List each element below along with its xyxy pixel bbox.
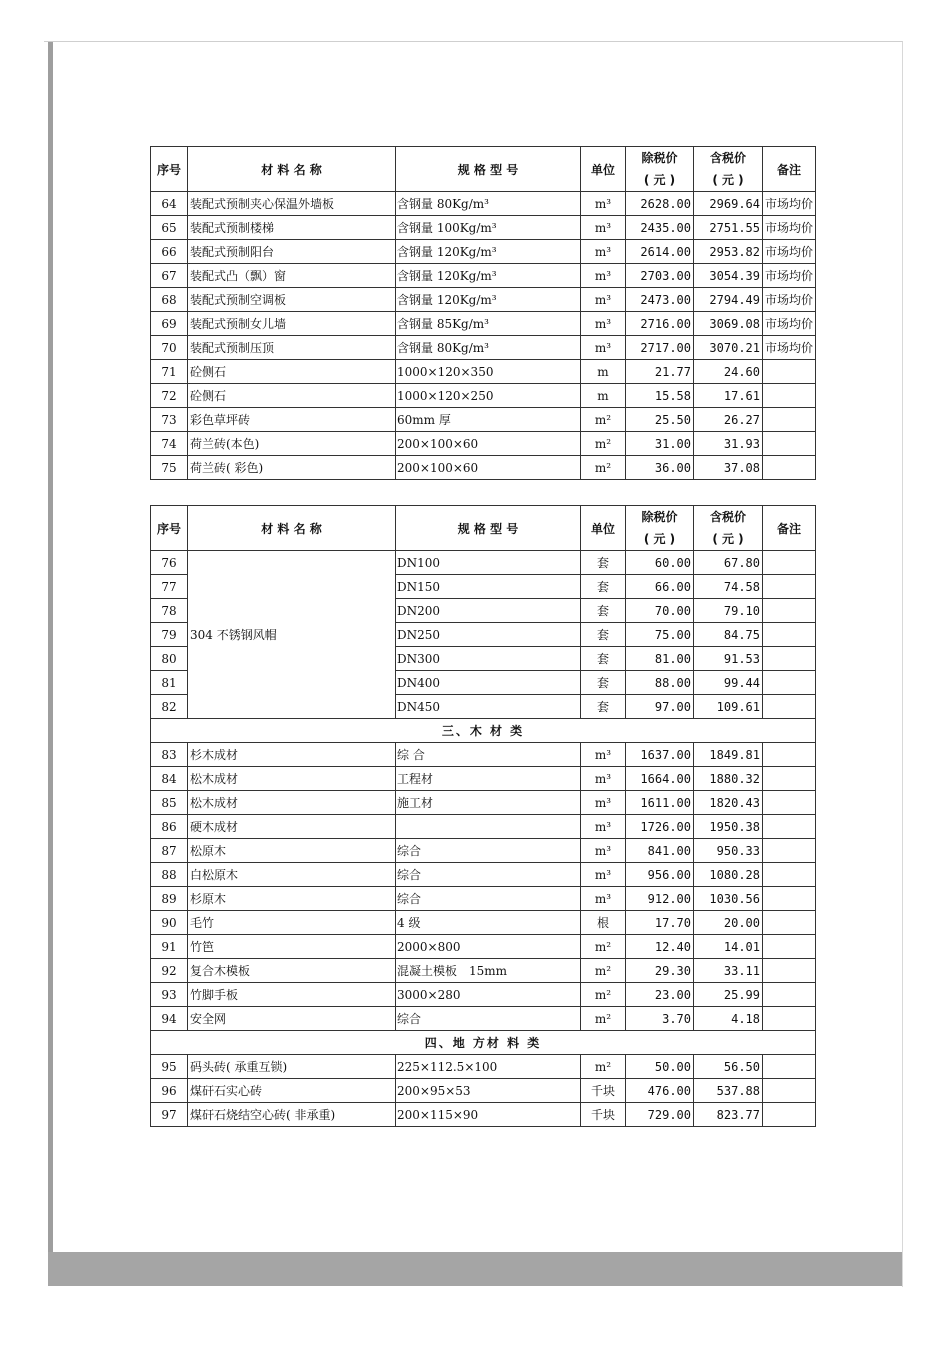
price-inc-tax: 26.27 (694, 408, 763, 432)
price-inc-tax: 823.77 (694, 1103, 763, 1127)
spec-model: 含钢量 120Kg/m³ (396, 288, 581, 312)
row-number: 88 (151, 863, 188, 887)
price-ex-tax: 1726.00 (626, 815, 694, 839)
price-inc-tax: 3069.08 (694, 312, 763, 336)
unit: 千块 (581, 1079, 626, 1103)
price-inc-tax: 3070.21 (694, 336, 763, 360)
header-unit: 单位 (581, 506, 626, 551)
material-name: 码头砖( 承重互锁) (188, 1055, 396, 1079)
table-row (151, 935, 816, 959)
header-price-inc-tax (694, 147, 763, 192)
spec-model: 200×115×90 (396, 1103, 581, 1127)
material-name: 荷兰砖(本色) (188, 432, 396, 456)
unit: m² (581, 935, 626, 959)
row-number: 84 (151, 767, 188, 791)
note (763, 432, 816, 456)
spec-model: 2000×800 (396, 935, 581, 959)
table-row (151, 959, 816, 983)
price-ex-tax: 75.00 (626, 623, 694, 647)
spec-model: 综合 (396, 887, 581, 911)
note (763, 1007, 816, 1031)
price-ex-tax: 12.40 (626, 935, 694, 959)
material-name: 硬木成材 (188, 815, 396, 839)
row-number: 83 (151, 743, 188, 767)
material-name: 装配式预制楼梯 (188, 216, 396, 240)
price-inc-tax: 25.99 (694, 983, 763, 1007)
header-no: 序号 (151, 147, 188, 192)
note (763, 767, 816, 791)
price-inc-tax: 2953.82 (694, 240, 763, 264)
material-name: 荷兰砖( 彩色) (188, 456, 396, 480)
material-name: 杉木成材 (188, 743, 396, 767)
table-row (151, 1079, 816, 1103)
spec-model: 含钢量 120Kg/m³ (396, 264, 581, 288)
row-number: 89 (151, 887, 188, 911)
price-inc-tax: 31.93 (694, 432, 763, 456)
price-ex-tax: 81.00 (626, 647, 694, 671)
price-ex-tax: 17.70 (626, 911, 694, 935)
table-row (151, 551, 816, 575)
note (763, 671, 816, 695)
note (763, 863, 816, 887)
unit: 套 (581, 575, 626, 599)
price-ex-tax: 476.00 (626, 1079, 694, 1103)
section-header-row (151, 1031, 816, 1055)
price-inc-tax: 1950.38 (694, 815, 763, 839)
spec-model: 综合 (396, 863, 581, 887)
material-name: 杉原木 (188, 887, 396, 911)
row-number: 87 (151, 839, 188, 863)
spec-model: 混凝土模板 15mm (396, 959, 581, 983)
row-number: 76 (151, 551, 188, 575)
table-row (151, 216, 816, 240)
material-name: 彩色草坪砖 (188, 408, 396, 432)
row-number: 86 (151, 815, 188, 839)
price-inc-tax: 3054.39 (694, 264, 763, 288)
table-row (151, 983, 816, 1007)
table-row (151, 1055, 816, 1079)
table-row (151, 432, 816, 456)
spec-model: 综 合 (396, 743, 581, 767)
spec-model: 含钢量 100Kg/m³ (396, 216, 581, 240)
table-row (151, 456, 816, 480)
spec-model: 200×95×53 (396, 1079, 581, 1103)
table-row (151, 288, 816, 312)
material-name: 装配式预制空调板 (188, 288, 396, 312)
note (763, 887, 816, 911)
material-name: 竹脚手板 (188, 983, 396, 1007)
spec-model: 含钢量 80Kg/m³ (396, 192, 581, 216)
unit: m³ (581, 312, 626, 336)
table-row (151, 312, 816, 336)
material-name: 煤矸石烧结空心砖( 非承重) (188, 1103, 396, 1127)
note (763, 911, 816, 935)
spec-model: DN200 (396, 599, 581, 623)
price-inc-tax: 109.61 (694, 695, 763, 719)
note (763, 456, 816, 480)
material-price-table-2 (150, 505, 816, 1127)
table-header-row (151, 147, 816, 192)
material-name: 装配式凸（飘）窗 (188, 264, 396, 288)
price-ex-tax: 21.77 (626, 360, 694, 384)
row-number: 67 (151, 264, 188, 288)
spec-model: DN400 (396, 671, 581, 695)
material-name: 竹笆 (188, 935, 396, 959)
price-inc-tax: 33.11 (694, 959, 763, 983)
material-name: 复合木模板 (188, 959, 396, 983)
note (763, 815, 816, 839)
header-price-inc-tax (694, 506, 763, 551)
row-number: 69 (151, 312, 188, 336)
spec-model: 1000×120×250 (396, 384, 581, 408)
price-ex-tax: 956.00 (626, 863, 694, 887)
note: 市场均价 (763, 216, 816, 240)
note (763, 647, 816, 671)
material-name-merged: 304 不锈钢风帽 (188, 551, 396, 719)
price-ex-tax: 1637.00 (626, 743, 694, 767)
unit: m (581, 360, 626, 384)
unit: m³ (581, 264, 626, 288)
price-ex-tax: 60.00 (626, 551, 694, 575)
header-price-ex-line1: 除税价 (641, 151, 678, 165)
spec-model: 含钢量 85Kg/m³ (396, 312, 581, 336)
unit: m² (581, 983, 626, 1007)
price-inc-tax: 91.53 (694, 647, 763, 671)
header-note: 备注 (763, 506, 816, 551)
unit: m³ (581, 887, 626, 911)
page-left-edge (48, 42, 53, 1286)
note: 市场均价 (763, 264, 816, 288)
price-ex-tax: 912.00 (626, 887, 694, 911)
spec-model: 工程材 (396, 767, 581, 791)
unit: m² (581, 456, 626, 480)
price-inc-tax: 84.75 (694, 623, 763, 647)
header-no: 序号 (151, 506, 188, 551)
row-number: 92 (151, 959, 188, 983)
price-inc-tax: 1030.56 (694, 887, 763, 911)
unit: 套 (581, 623, 626, 647)
row-number: 64 (151, 192, 188, 216)
price-ex-tax: 3.70 (626, 1007, 694, 1031)
note (763, 1079, 816, 1103)
material-name: 装配式预制女儿墙 (188, 312, 396, 336)
material-name: 安全网 (188, 1007, 396, 1031)
unit: m² (581, 408, 626, 432)
material-name: 装配式预制压顶 (188, 336, 396, 360)
header-price-inc-line1: 含税价 (709, 151, 746, 165)
price-ex-tax: 2473.00 (626, 288, 694, 312)
spec-model: 含钢量 80Kg/m³ (396, 336, 581, 360)
price-inc-tax: 99.44 (694, 671, 763, 695)
table-row (151, 384, 816, 408)
note (763, 408, 816, 432)
row-number: 74 (151, 432, 188, 456)
section-title: 四、地 方材 料 类 (151, 1031, 816, 1055)
header-price-inc-line1: 含税价 (709, 510, 746, 524)
row-number: 81 (151, 671, 188, 695)
price-inc-tax: 537.88 (694, 1079, 763, 1103)
row-number: 91 (151, 935, 188, 959)
spec-model: 225×112.5×100 (396, 1055, 581, 1079)
note (763, 599, 816, 623)
price-inc-tax: 950.33 (694, 839, 763, 863)
unit: m² (581, 1007, 626, 1031)
note (763, 551, 816, 575)
note (763, 1103, 816, 1127)
row-number: 93 (151, 983, 188, 1007)
spec-model (396, 815, 581, 839)
unit: m³ (581, 767, 626, 791)
note (763, 959, 816, 983)
unit: m² (581, 1055, 626, 1079)
unit: m³ (581, 791, 626, 815)
spec-model: 含钢量 120Kg/m³ (396, 240, 581, 264)
price-ex-tax: 31.00 (626, 432, 694, 456)
spec-model: DN100 (396, 551, 581, 575)
spec-model: DN300 (396, 647, 581, 671)
unit: 千块 (581, 1103, 626, 1127)
unit: m² (581, 959, 626, 983)
section-header-row (151, 719, 816, 743)
price-inc-tax: 1880.32 (694, 767, 763, 791)
row-number: 85 (151, 791, 188, 815)
header-price-ex-line2: ( 元 ) (643, 173, 676, 187)
header-price-ex-tax (626, 506, 694, 551)
row-number: 95 (151, 1055, 188, 1079)
row-number: 78 (151, 599, 188, 623)
price-inc-tax: 4.18 (694, 1007, 763, 1031)
price-ex-tax: 15.58 (626, 384, 694, 408)
header-unit: 单位 (581, 147, 626, 192)
row-number: 79 (151, 623, 188, 647)
spec-model: 60mm 厚 (396, 408, 581, 432)
unit: 套 (581, 599, 626, 623)
price-ex-tax: 23.00 (626, 983, 694, 1007)
material-name: 装配式预制夹心保温外墙板 (188, 192, 396, 216)
spec-model: DN450 (396, 695, 581, 719)
table-row (151, 839, 816, 863)
row-number: 77 (151, 575, 188, 599)
table-row (151, 863, 816, 887)
header-price-inc-line2: ( 元 ) (712, 173, 744, 187)
note: 市场均价 (763, 240, 816, 264)
material-name: 松原木 (188, 839, 396, 863)
row-number: 90 (151, 911, 188, 935)
spec-model: 200×100×60 (396, 456, 581, 480)
row-number: 71 (151, 360, 188, 384)
row-number: 80 (151, 647, 188, 671)
price-ex-tax: 70.00 (626, 599, 694, 623)
spec-model: 3000×280 (396, 983, 581, 1007)
table-row (151, 360, 816, 384)
table-header-row (151, 506, 816, 551)
spec-model: 施工材 (396, 791, 581, 815)
material-name: 毛竹 (188, 911, 396, 935)
note (763, 575, 816, 599)
row-number: 97 (151, 1103, 188, 1127)
unit: m³ (581, 216, 626, 240)
row-number: 94 (151, 1007, 188, 1031)
price-inc-tax: 14.01 (694, 935, 763, 959)
price-ex-tax: 97.00 (626, 695, 694, 719)
spec-model: DN250 (396, 623, 581, 647)
price-ex-tax: 36.00 (626, 456, 694, 480)
note (763, 360, 816, 384)
material-name: 装配式预制阳台 (188, 240, 396, 264)
material-name: 砼侧石 (188, 360, 396, 384)
material-name: 白松原木 (188, 863, 396, 887)
page-bottom-band (48, 1252, 902, 1286)
price-inc-tax: 17.61 (694, 384, 763, 408)
price-inc-tax: 56.50 (694, 1055, 763, 1079)
note (763, 839, 816, 863)
unit: 套 (581, 671, 626, 695)
price-inc-tax: 1849.81 (694, 743, 763, 767)
row-number: 73 (151, 408, 188, 432)
note (763, 695, 816, 719)
spec-model: DN150 (396, 575, 581, 599)
price-ex-tax: 2717.00 (626, 336, 694, 360)
table-row (151, 743, 816, 767)
unit: 套 (581, 551, 626, 575)
row-number: 96 (151, 1079, 188, 1103)
unit: 套 (581, 647, 626, 671)
header-spec: 规 格 型 号 (396, 147, 581, 192)
row-number: 82 (151, 695, 188, 719)
note: 市场均价 (763, 336, 816, 360)
row-number: 72 (151, 384, 188, 408)
price-ex-tax: 2703.00 (626, 264, 694, 288)
note (763, 935, 816, 959)
header-name: 材 料 名 称 (188, 506, 396, 551)
header-price-ex-line2: ( 元 ) (643, 532, 676, 546)
table-row (151, 264, 816, 288)
header-name: 材 料 名 称 (188, 147, 396, 192)
price-ex-tax: 2435.00 (626, 216, 694, 240)
spec-model: 综合 (396, 839, 581, 863)
note (763, 983, 816, 1007)
price-ex-tax: 88.00 (626, 671, 694, 695)
row-number: 70 (151, 336, 188, 360)
note: 市场均价 (763, 312, 816, 336)
header-note: 备注 (763, 147, 816, 192)
unit: m³ (581, 743, 626, 767)
price-ex-tax: 2628.00 (626, 192, 694, 216)
note: 市场均价 (763, 192, 816, 216)
price-inc-tax: 1080.28 (694, 863, 763, 887)
spec-model: 4 级 (396, 911, 581, 935)
note (763, 623, 816, 647)
price-ex-tax: 729.00 (626, 1103, 694, 1127)
row-number: 65 (151, 216, 188, 240)
note (763, 743, 816, 767)
unit: m³ (581, 815, 626, 839)
row-number: 66 (151, 240, 188, 264)
price-inc-tax: 20.00 (694, 911, 763, 935)
unit: m³ (581, 288, 626, 312)
unit: 根 (581, 911, 626, 935)
header-price-ex-tax (626, 147, 694, 192)
unit: m³ (581, 863, 626, 887)
price-ex-tax: 2614.00 (626, 240, 694, 264)
table-row (151, 815, 816, 839)
material-name: 煤矸石实心砖 (188, 1079, 396, 1103)
table-row (151, 240, 816, 264)
spec-model: 1000×120×350 (396, 360, 581, 384)
price-inc-tax: 2751.55 (694, 216, 763, 240)
price-inc-tax: 2969.64 (694, 192, 763, 216)
section-title: 三、木 材 类 (151, 719, 816, 743)
material-price-table-1 (150, 146, 816, 480)
price-ex-tax: 66.00 (626, 575, 694, 599)
unit: m³ (581, 240, 626, 264)
note (763, 384, 816, 408)
table-row (151, 336, 816, 360)
note: 市场均价 (763, 288, 816, 312)
note (763, 1055, 816, 1079)
price-ex-tax: 29.30 (626, 959, 694, 983)
table-row (151, 1007, 816, 1031)
price-inc-tax: 79.10 (694, 599, 763, 623)
material-name: 砼侧石 (188, 384, 396, 408)
price-ex-tax: 25.50 (626, 408, 694, 432)
note (763, 791, 816, 815)
price-ex-tax: 50.00 (626, 1055, 694, 1079)
unit: m³ (581, 192, 626, 216)
price-inc-tax: 24.60 (694, 360, 763, 384)
row-number: 75 (151, 456, 188, 480)
material-name: 松木成材 (188, 767, 396, 791)
price-inc-tax: 2794.49 (694, 288, 763, 312)
unit: m³ (581, 336, 626, 360)
price-inc-tax: 37.08 (694, 456, 763, 480)
price-inc-tax: 1820.43 (694, 791, 763, 815)
table-row (151, 767, 816, 791)
unit: m (581, 384, 626, 408)
spec-model: 200×100×60 (396, 432, 581, 456)
material-name: 松木成材 (188, 791, 396, 815)
price-ex-tax: 1611.00 (626, 791, 694, 815)
table-row (151, 911, 816, 935)
row-number: 68 (151, 288, 188, 312)
price-ex-tax: 841.00 (626, 839, 694, 863)
unit: m³ (581, 839, 626, 863)
unit: 套 (581, 695, 626, 719)
spec-model: 综合 (396, 1007, 581, 1031)
table-row (151, 408, 816, 432)
price-ex-tax: 2716.00 (626, 312, 694, 336)
unit: m² (581, 432, 626, 456)
table-row (151, 791, 816, 815)
table-row (151, 1103, 816, 1127)
table-row (151, 192, 816, 216)
table-row (151, 887, 816, 911)
header-price-ex-line1: 除税价 (641, 510, 678, 524)
header-price-inc-line2: ( 元 ) (712, 532, 744, 546)
price-ex-tax: 1664.00 (626, 767, 694, 791)
price-inc-tax: 74.58 (694, 575, 763, 599)
price-inc-tax: 67.80 (694, 551, 763, 575)
header-spec: 规 格 型 号 (396, 506, 581, 551)
